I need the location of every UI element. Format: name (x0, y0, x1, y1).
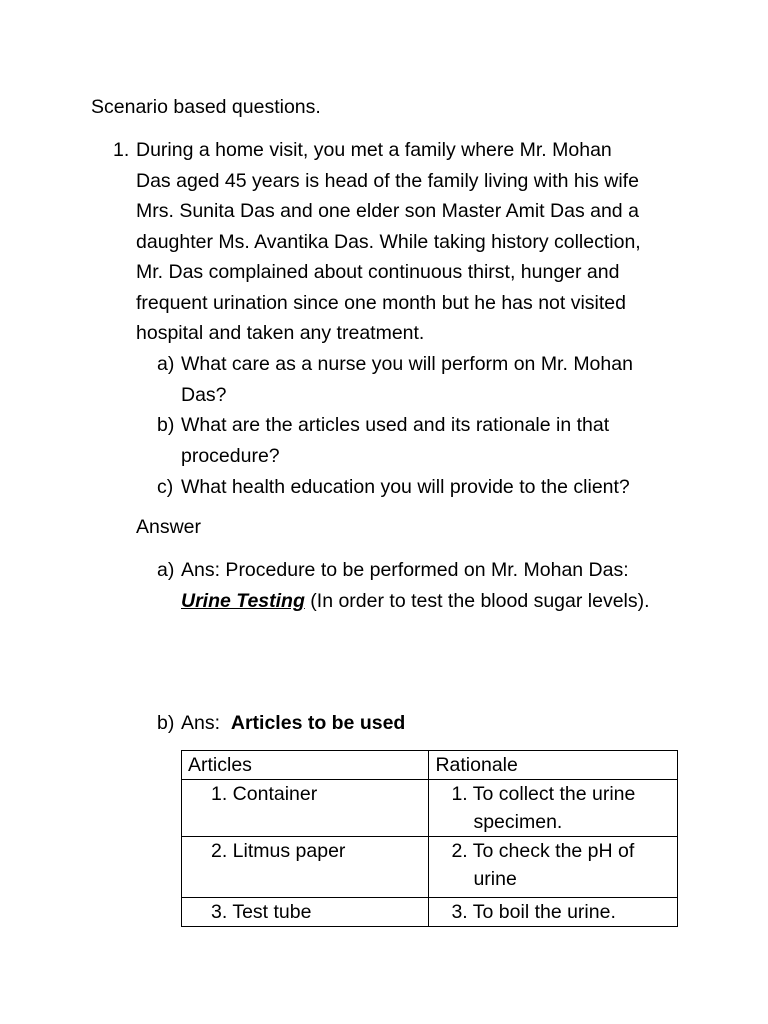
table-cell-article (182, 898, 429, 927)
article-text: 3. Test tube (211, 901, 312, 923)
table-cell-rationale (429, 837, 678, 898)
rationale-text: 3. To boil the urine. (451, 901, 616, 923)
sub-question-label: c) (157, 476, 174, 498)
answer-b (181, 708, 405, 739)
sub-question-line: procedure? (181, 444, 280, 467)
answer-b-label: b) (157, 712, 175, 734)
articles-table (181, 750, 678, 927)
table-row (182, 898, 678, 927)
table-row (182, 837, 678, 898)
answer-a (181, 555, 650, 616)
answer-a-line-rest: (In order to test the blood sugar levels). (304, 589, 650, 612)
sub-question-line: Das? (181, 383, 227, 406)
table-cell-rationale (429, 898, 678, 927)
sub-question-c (181, 472, 630, 503)
answer-a-line: Ans: Procedure to be performed on Mr. Mohan Das: (181, 559, 629, 581)
answer-label: Answer (136, 516, 202, 538)
answer-b-prefix: Ans: (181, 712, 221, 734)
article-text: 2. Litmus paper (211, 840, 346, 862)
table-row (182, 780, 678, 837)
rationale-text: 1. To collect the urine specimen. (451, 783, 636, 833)
sub-question-line: What are the articles used and its rationale in that (181, 414, 610, 436)
article-text: 1. Container (211, 783, 318, 805)
question-line: Mr. Das complained about continuous thirst, hunger and (136, 261, 620, 283)
table-header-rationale: Rationale (429, 751, 678, 780)
question-line: Mrs. Sunita Das and one elder son Master Amit Das and a (136, 200, 639, 222)
table-cell-article (182, 780, 429, 837)
question-number: 1. (113, 139, 130, 161)
sub-question-line: What care as a nurse you will perform on Mr. Mohan (181, 353, 633, 375)
sub-question-a (181, 349, 633, 410)
answer-emphasis: Urine Testing (181, 589, 305, 612)
rationale-text: 2. To check the pH of urine (451, 840, 635, 890)
sub-question-b (181, 410, 609, 471)
question-line: Das aged 45 years is head of the family living with his wife (136, 169, 639, 192)
question-text (136, 135, 641, 349)
section-heading: Scenario based questions. (91, 96, 321, 118)
table-header-row (182, 751, 678, 780)
sub-question-line: What health education you will provide to the client? (181, 476, 630, 498)
answer-a-label: a) (157, 559, 175, 581)
table-cell-article (182, 837, 429, 898)
question-line: hospital and taken any treatment. (136, 322, 425, 344)
question-line: daughter Ms. Avantika Das. While taking history collection, (136, 230, 641, 253)
answer-a-line-2 (181, 586, 650, 617)
question-line: frequent urination since one month but he has not visited (136, 291, 626, 314)
table-cell-rationale (429, 780, 678, 837)
answer-b-title: Articles to be used (230, 712, 406, 734)
table-header-articles: Articles (182, 751, 429, 780)
sub-question-label: b) (157, 414, 175, 436)
question-line: During a home visit, you met a family where Mr. Mohan (136, 139, 612, 161)
sub-question-label: a) (157, 353, 175, 375)
